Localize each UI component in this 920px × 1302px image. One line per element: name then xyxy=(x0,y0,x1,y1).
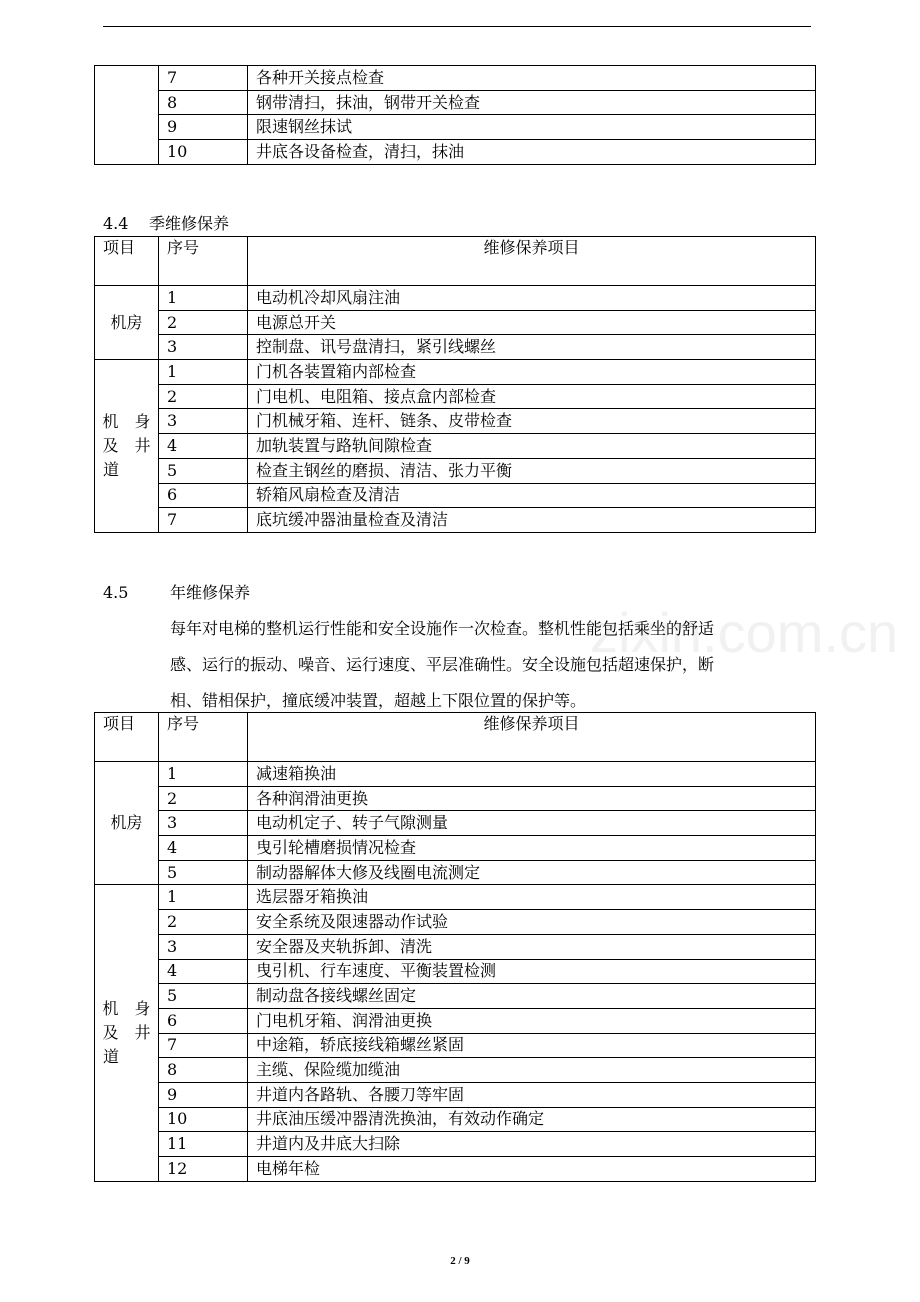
table-quarterly xyxy=(94,236,816,533)
table-row xyxy=(95,360,816,385)
group-label-line: 及 井 xyxy=(102,435,151,455)
group-label-line: 及 井 xyxy=(102,1023,151,1043)
table-row xyxy=(95,836,816,861)
group-cell-empty xyxy=(95,66,159,165)
serial-cell: 3 xyxy=(159,811,248,836)
group-label-shaft xyxy=(95,360,159,533)
section-number: 4.5 xyxy=(103,583,129,602)
group-label-line: 道 xyxy=(103,1047,120,1067)
table-row xyxy=(95,115,816,140)
serial-cell: 11 xyxy=(159,1132,248,1157)
item-cell: 各种润滑油更换 xyxy=(248,786,816,811)
item-cell: 检查主钢丝的磨损、清洁、张力平衡 xyxy=(248,458,816,483)
serial-cell: 5 xyxy=(159,984,248,1009)
table-header-row xyxy=(95,237,816,286)
serial-cell: 10 xyxy=(159,140,248,165)
table-row xyxy=(95,1157,816,1182)
item-cell: 制动器解体大修及线圈电流测定 xyxy=(248,860,816,885)
table-annual xyxy=(94,712,816,1182)
item-cell: 底坑缓冲器油量检查及清洁 xyxy=(248,508,816,533)
serial-cell: 2 xyxy=(159,310,248,335)
paragraph-line: 相、错相保护，撞底缓冲装置，超越上下限位置的保护等。 xyxy=(170,691,587,710)
item-cell: 门机各装置箱内部检查 xyxy=(248,360,816,385)
serial-cell: 6 xyxy=(159,1008,248,1033)
table-row xyxy=(95,434,816,459)
item-cell: 曳引轮槽磨损情况检查 xyxy=(248,836,816,861)
table-row xyxy=(95,458,816,483)
serial-cell: 8 xyxy=(159,90,248,115)
header-item: 维修保养项目 xyxy=(248,237,816,286)
serial-cell: 5 xyxy=(159,458,248,483)
table-row xyxy=(95,1132,816,1157)
header-project: 项目 xyxy=(95,713,159,762)
item-cell: 制动盘各接线螺丝固定 xyxy=(248,984,816,1009)
serial-cell: 2 xyxy=(159,384,248,409)
table-monthly-continued xyxy=(94,65,816,165)
table-row xyxy=(95,934,816,959)
serial-cell: 4 xyxy=(159,959,248,984)
section-number: 4.4 xyxy=(103,214,129,233)
table-row xyxy=(95,1107,816,1132)
serial-cell: 7 xyxy=(159,1033,248,1058)
table-row xyxy=(95,910,816,935)
serial-cell: 6 xyxy=(159,483,248,508)
table-row xyxy=(95,310,816,335)
item-cell: 电源总开关 xyxy=(248,310,816,335)
serial-cell: 10 xyxy=(159,1107,248,1132)
header-rule xyxy=(103,26,811,27)
item-cell: 加轨装置与路轨间隙检查 xyxy=(248,434,816,459)
table-row xyxy=(95,762,816,787)
table-row xyxy=(95,1033,816,1058)
group-label-shaft xyxy=(95,885,159,1181)
serial-cell: 7 xyxy=(159,508,248,533)
serial-cell: 4 xyxy=(159,434,248,459)
item-cell: 电梯年检 xyxy=(248,1157,816,1182)
item-cell: 井道内及井底大扫除 xyxy=(248,1132,816,1157)
item-cell: 电动机冷却风扇注油 xyxy=(248,286,816,311)
table-row xyxy=(95,483,816,508)
paragraph-line: 感、运行的振动、噪音、运行速度、平层准确性。安全设施包括超速保护，断 xyxy=(170,655,715,674)
table-row xyxy=(95,811,816,836)
item-cell: 限速钢丝抹试 xyxy=(248,115,816,140)
item-cell: 门电机牙箱、润滑油更换 xyxy=(248,1008,816,1033)
header-serial: 序号 xyxy=(159,713,248,762)
item-cell: 减速箱换油 xyxy=(248,762,816,787)
table-row xyxy=(95,984,816,1009)
header-item: 维修保养项目 xyxy=(248,713,816,762)
table-row xyxy=(95,959,816,984)
table-row xyxy=(95,1058,816,1083)
section-heading-4-4 xyxy=(103,213,229,235)
serial-cell: 2 xyxy=(159,910,248,935)
item-cell: 轿箱风扇检查及清洁 xyxy=(248,483,816,508)
item-cell: 安全系统及限速器动作试验 xyxy=(248,910,816,935)
serial-cell: 9 xyxy=(159,1082,248,1107)
serial-cell: 5 xyxy=(159,860,248,885)
group-label-line: 道 xyxy=(103,459,120,479)
table-row xyxy=(95,860,816,885)
item-cell: 井底各设备检查，清扫，抹油 xyxy=(248,140,816,165)
page-number: 2 / 9 xyxy=(450,1255,470,1267)
item-cell: 门机械牙箱、连杆、链条、皮带检查 xyxy=(248,409,816,434)
item-cell: 主缆、保险缆加缆油 xyxy=(248,1058,816,1083)
item-cell: 井道内各路轨、各腰刀等牢固 xyxy=(248,1082,816,1107)
table-row xyxy=(95,286,816,311)
table-row xyxy=(95,335,816,360)
table-row xyxy=(95,1082,816,1107)
group-label-line: 机 身 xyxy=(102,999,151,1019)
serial-cell: 8 xyxy=(159,1058,248,1083)
serial-cell: 1 xyxy=(159,286,248,311)
item-cell: 中途箱，轿底接线箱螺丝紧固 xyxy=(248,1033,816,1058)
serial-cell: 1 xyxy=(159,885,248,910)
serial-cell: 1 xyxy=(159,360,248,385)
table-row xyxy=(95,384,816,409)
serial-cell: 2 xyxy=(159,786,248,811)
serial-cell: 7 xyxy=(159,66,248,91)
item-cell: 电动机定子、转子气隙测量 xyxy=(248,811,816,836)
header-project: 项目 xyxy=(95,237,159,286)
group-label: 机房 xyxy=(95,762,159,885)
group-label: 机房 xyxy=(95,286,159,360)
item-cell: 井底油压缓冲器清洗换油，有效动作确定 xyxy=(248,1107,816,1132)
serial-cell: 4 xyxy=(159,836,248,861)
table-row xyxy=(95,409,816,434)
item-cell: 门电机、电阻箱、接点盒内部检查 xyxy=(248,384,816,409)
table-row xyxy=(95,508,816,533)
table-row xyxy=(95,1008,816,1033)
item-cell: 曳引机、行车速度、平衡装置检测 xyxy=(248,959,816,984)
item-cell: 控制盘、讯号盘清扫，紧引线螺丝 xyxy=(248,335,816,360)
table-row xyxy=(95,66,816,91)
serial-cell: 3 xyxy=(159,335,248,360)
group-label-line: 机 身 xyxy=(102,411,151,431)
item-cell: 安全器及夹轨拆卸、清洗 xyxy=(248,934,816,959)
serial-cell: 3 xyxy=(159,934,248,959)
table-row xyxy=(95,885,816,910)
table-row xyxy=(95,90,816,115)
watermark: zixin.com.cn xyxy=(590,601,899,664)
paragraph-line: 每年对电梯的整机运行性能和安全设施作一次检查。整机性能包括乘坐的舒适 xyxy=(170,619,715,638)
section-title: 年维修保养 xyxy=(170,583,251,602)
serial-cell: 3 xyxy=(159,409,248,434)
item-cell: 选层器牙箱换油 xyxy=(248,885,816,910)
table-row xyxy=(95,786,816,811)
serial-cell: 1 xyxy=(159,762,248,787)
table-header-row xyxy=(95,713,816,762)
item-cell: 各种开关接点检查 xyxy=(248,66,816,91)
serial-cell: 12 xyxy=(159,1157,248,1182)
section-title: 季维修保养 xyxy=(149,214,230,233)
item-cell: 钢带清扫，抹油，钢带开关检查 xyxy=(248,90,816,115)
serial-cell: 9 xyxy=(159,115,248,140)
table-row xyxy=(95,140,816,165)
header-serial: 序号 xyxy=(159,237,248,286)
section-heading-4-5 xyxy=(103,582,250,604)
